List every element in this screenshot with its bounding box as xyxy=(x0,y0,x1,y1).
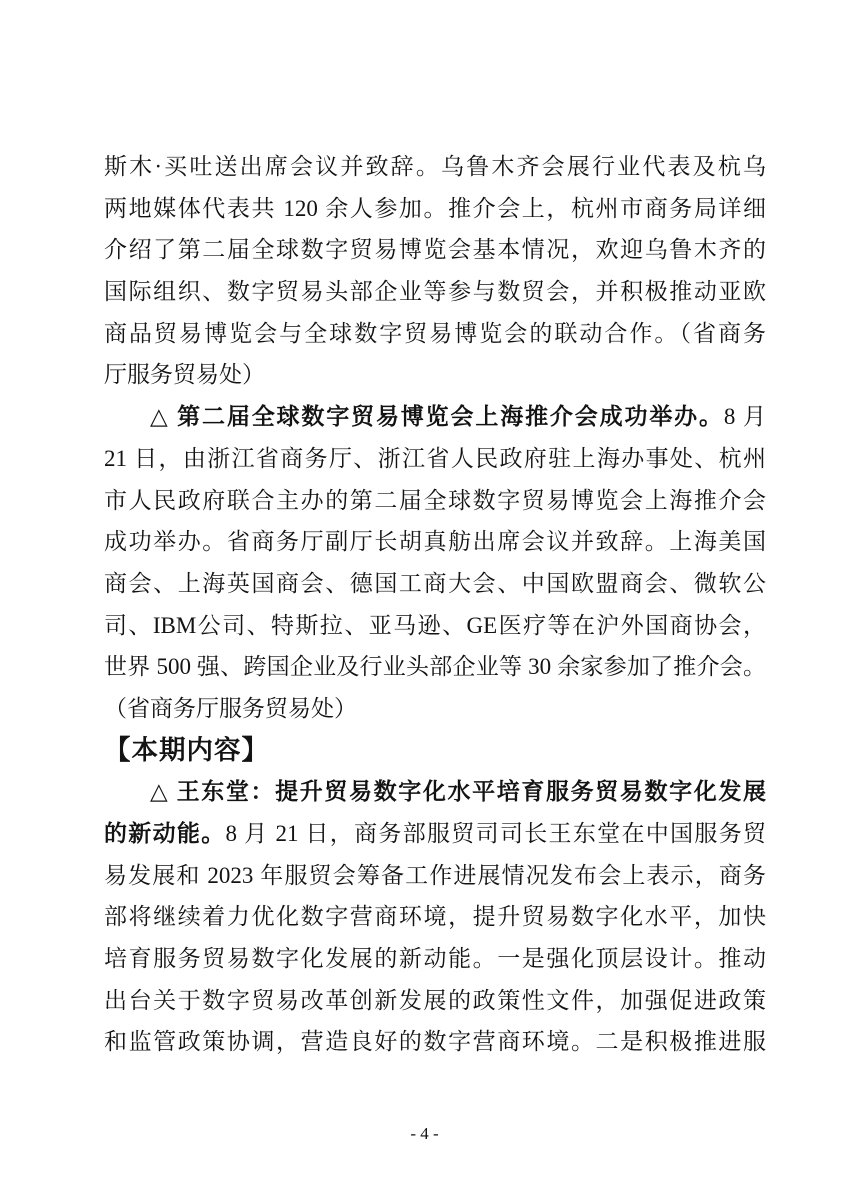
text-line xyxy=(104,1021,766,1063)
text-segment: 成功举办。省商务厅副厅长胡真舫出席会议并致辞。上海美国 xyxy=(104,529,766,555)
text-line xyxy=(104,896,766,938)
text-segment: 和监管政策协调，营造良好的数字营商环境。二是积极推进服 xyxy=(104,1029,766,1055)
text-segment: 8 月 21 日，商务部服贸司司长王东堂在中国服务贸 xyxy=(225,821,767,846)
text-line xyxy=(104,563,766,605)
text-segment: 国际组织、数字贸易头部企业等参与数贸会，并积极推动亚欧 xyxy=(104,279,766,305)
text-segment: △ 第二届全球数字贸易博览会上海推介会成功举办。 xyxy=(150,404,724,430)
text-line xyxy=(104,938,766,980)
text-line xyxy=(104,480,766,522)
text-segment: 斯木·买吐送出席会议并致辞。乌鲁木齐会展行业代表及杭乌 xyxy=(104,154,766,179)
text-segment: 易发展和 2023 年服贸会筹备工作进展情况发布会上表示，商务 xyxy=(104,862,766,888)
text-line xyxy=(104,521,766,563)
text-segment: △ 王东堂：提升贸易数字化水平培育服务贸易数字化发展 xyxy=(150,779,766,805)
text-segment: 的新动能。 xyxy=(104,821,226,846)
text-line xyxy=(104,271,766,313)
text-segment: 市人民政府联合主办的第二届全球数字贸易博览会上海推介会 xyxy=(104,487,766,513)
text-line xyxy=(104,646,766,688)
text-segment: 21 日，由浙江省商务厅、浙江省人民政府驻上海办事处、杭州 xyxy=(104,445,766,471)
page-number: - 4 - xyxy=(410,1124,439,1143)
text-line xyxy=(104,771,766,813)
text-segment: （省商务厅服务贸易处） xyxy=(104,695,357,721)
text-line xyxy=(104,396,766,438)
text-line xyxy=(104,855,766,897)
text-segment: 8 月 xyxy=(723,404,766,430)
text-line xyxy=(104,605,766,647)
text-segment: 培育服务贸易数字化发展的新动能。一是强化顶层设计。推动 xyxy=(104,946,766,972)
text-segment: 介绍了第二届全球数字贸易博览会基本情况，欢迎乌鲁木齐的 xyxy=(104,237,766,263)
text-segment: 部将继续着力优化数字营商环境，提升贸易数字化水平，加快 xyxy=(104,904,766,930)
text-line xyxy=(104,980,766,1022)
text-segment: 商品贸易博览会与全球数字贸易博览会的联动合作。（省商务 xyxy=(104,320,766,346)
document-body xyxy=(104,146,766,1063)
text-segment: 【本期内容】 xyxy=(104,734,269,765)
text-segment: 厅服务贸易处） xyxy=(104,362,265,388)
text-line xyxy=(104,146,766,188)
text-segment: 出台关于数字贸易改革创新发展的政策性文件，加强促进政策 xyxy=(104,987,766,1013)
text-line xyxy=(104,438,766,480)
section-heading xyxy=(104,730,766,772)
text-line xyxy=(104,313,766,355)
text-line xyxy=(104,688,766,730)
text-line xyxy=(104,229,766,271)
text-segment: 司、IBM公司、特斯拉、亚马逊、GE医疗等在沪外国商协会， xyxy=(104,612,766,638)
text-line xyxy=(104,354,766,396)
text-segment: 世界 500 强、跨国企业及行业头部企业等 30 余家参加了推介会。 xyxy=(104,654,766,680)
text-line xyxy=(104,188,766,230)
text-segment: 商会、上海英国商会、德国工商大会、中国欧盟商会、微软公 xyxy=(104,570,766,596)
text-line xyxy=(104,813,766,855)
text-segment: 两地媒体代表共 120 余人参加。推介会上，杭州市商务局详细 xyxy=(104,195,766,221)
